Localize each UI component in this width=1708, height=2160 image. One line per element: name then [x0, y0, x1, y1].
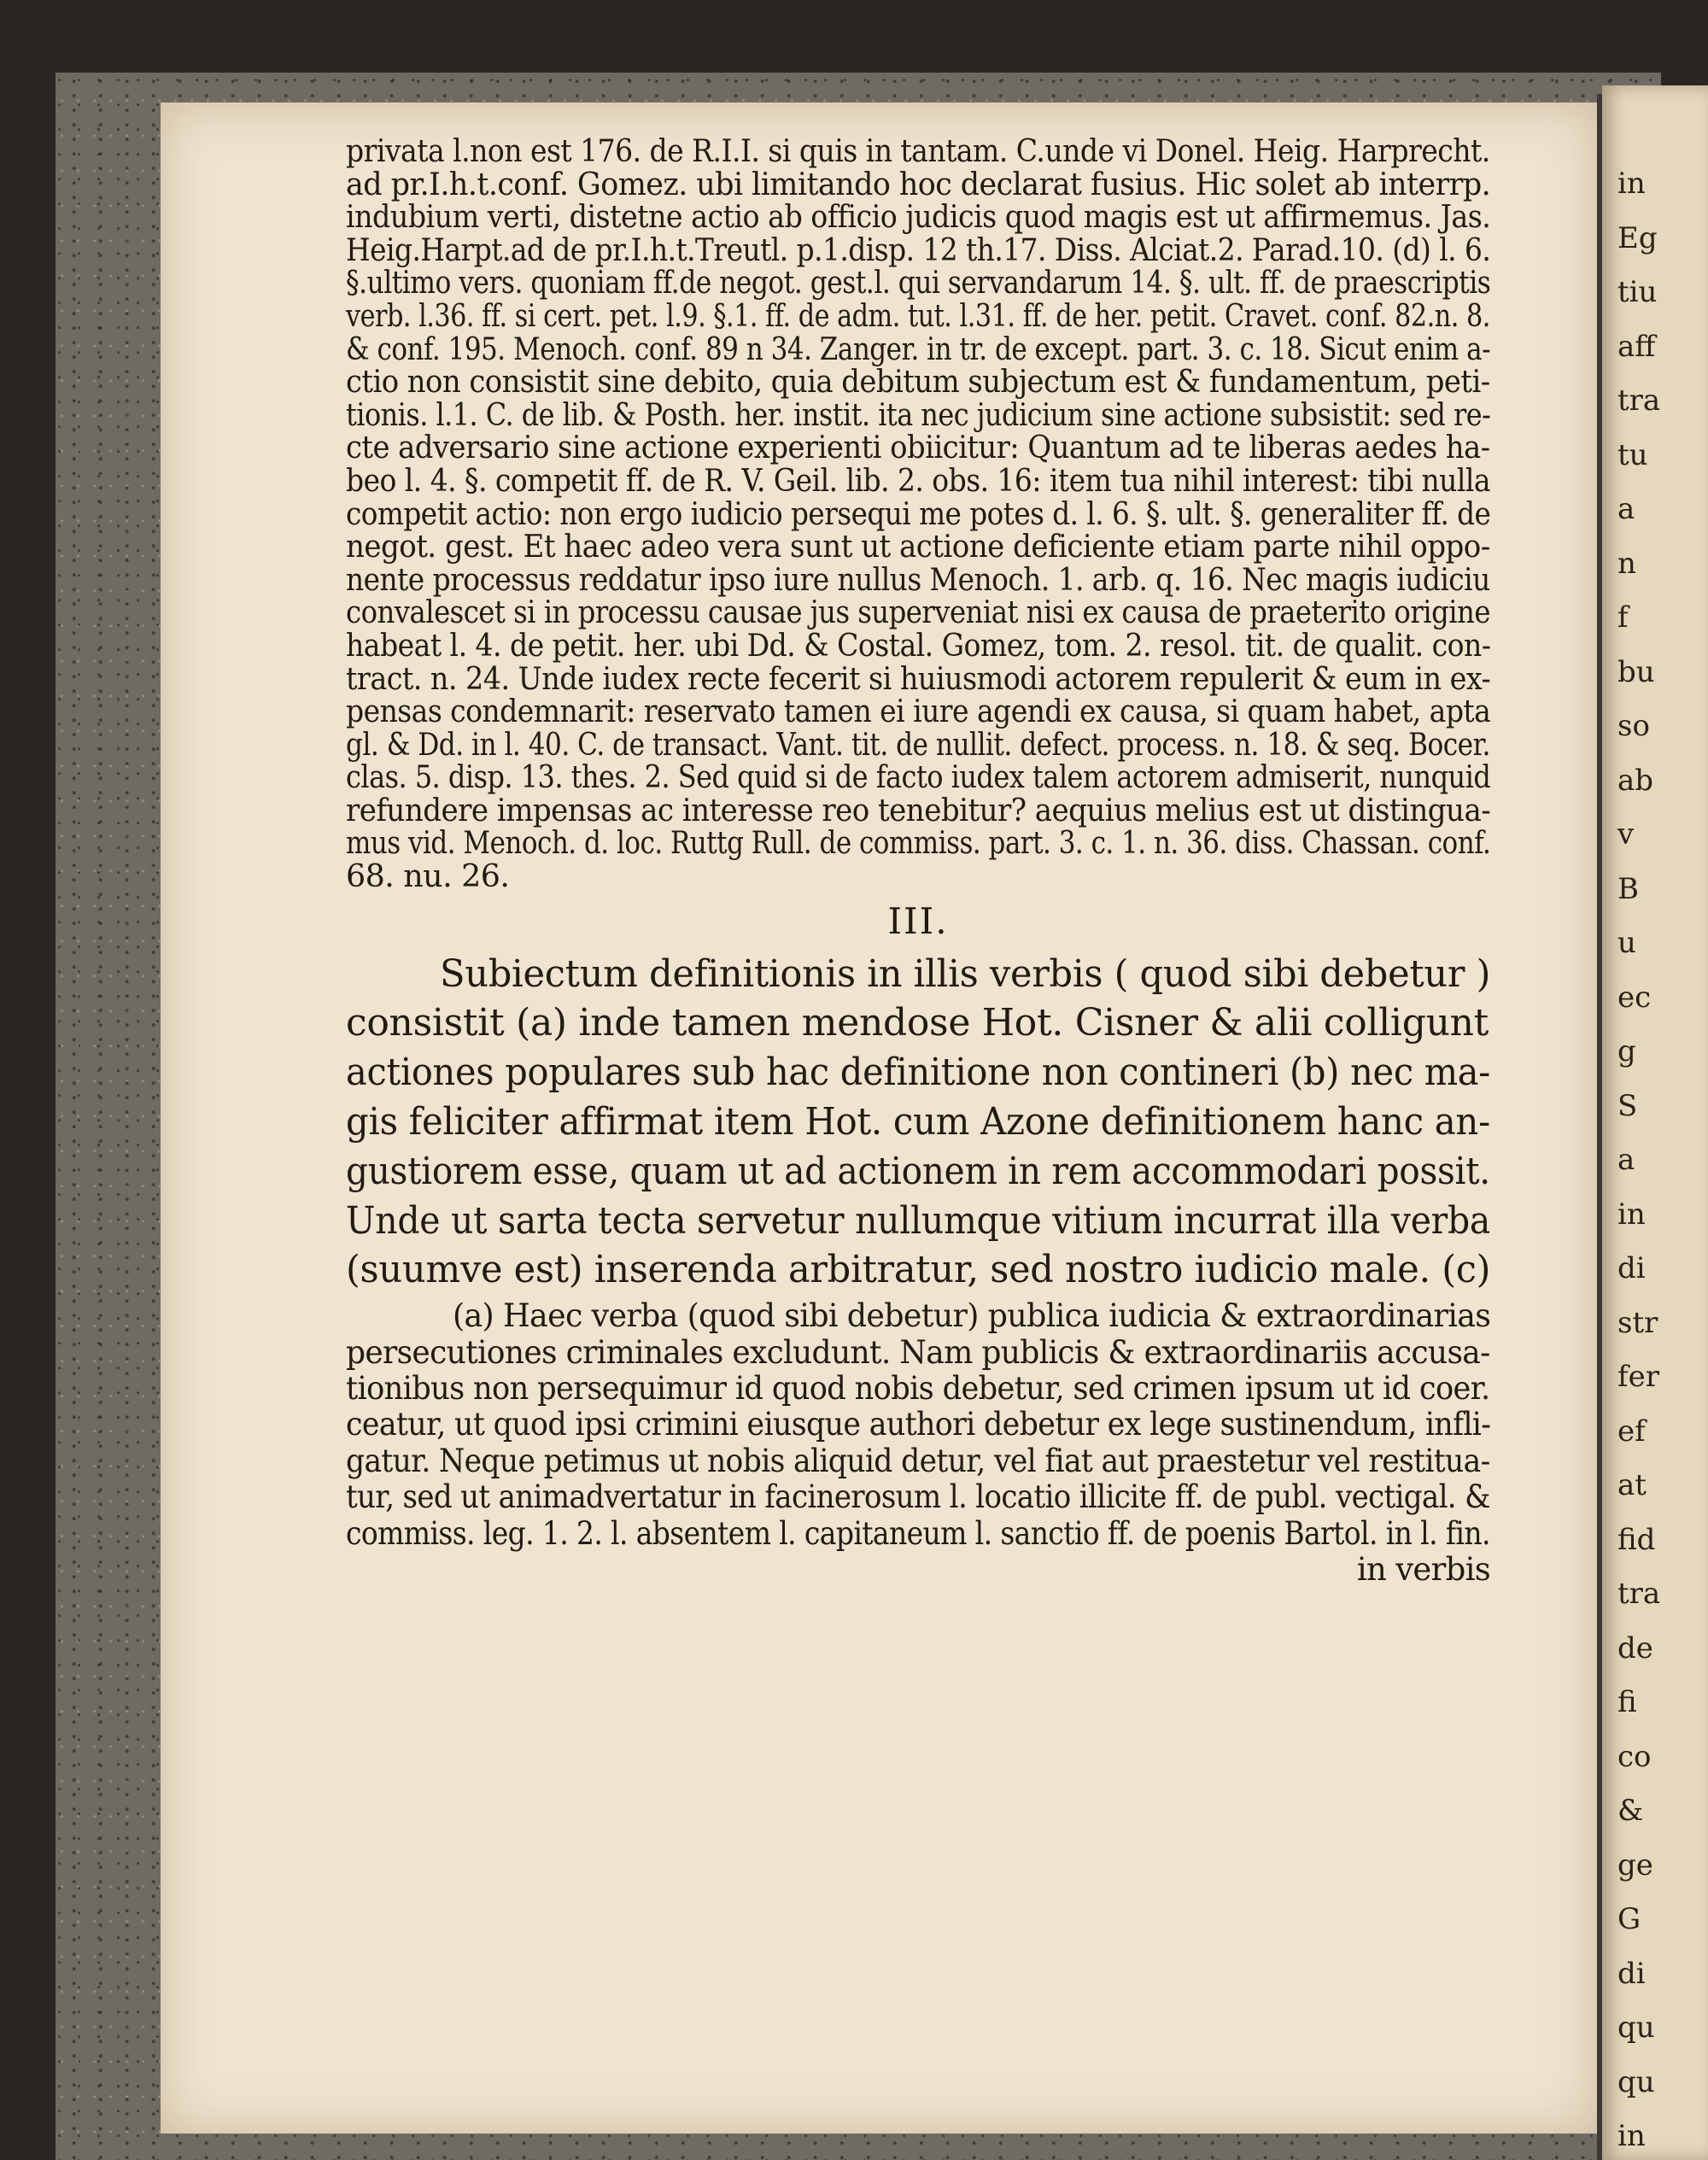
facing-page-fragment: at	[1617, 1468, 1647, 1502]
main-paragraph	[346, 950, 1490, 1296]
facing-page-fragment: fid	[1617, 1522, 1656, 1557]
facing-page-fragment: tu	[1617, 437, 1648, 472]
text-line: pensas condemnarit: reservato tamen ei iure agendi ex causa, si quam habet, apta	[346, 693, 1491, 730]
text-line: actiones populares sub hac definitione non contineri (b) nec ma-	[346, 1051, 1491, 1095]
footnote	[346, 1298, 1490, 1588]
text-line: gatur. Neque petimus ut nobis aliquid detur, vel fiat aut praestetur vel restitua-	[346, 1442, 1490, 1479]
facing-page-fragment: in	[1617, 2119, 1646, 2153]
text-line: (suumve est) inserenda arbitratur, sed nostro iudicio male. (c)	[346, 1248, 1491, 1292]
facing-page-fragment: ec	[1617, 980, 1652, 1015]
text-line: tionis. l.1. C. de lib. & Posth. her. instit. ita nec judicium sine actione subsistit: sed re-	[346, 395, 1491, 433]
facing-page-fragment: tra	[1617, 1577, 1661, 1611]
text-line: ceatur, ut quod ipsi crimini eiusque authori debetur ex lege sustinendum, infli-	[346, 1406, 1491, 1443]
text-line: & conf. 195. Menoch. conf. 89 n 34. Zanger. in tr. de except. part. 3. c. 18. Sicut enim a-	[346, 330, 1491, 367]
text-line: indubium verti, distetne actio ab officio judicis quod magis est ut affirmemus. Jas.	[346, 198, 1491, 236]
text-line: cte adversario sine actione experienti obiicitur: Quantum ad te liberas aedes ha-	[346, 429, 1490, 466]
facing-page-fragment: ef	[1617, 1414, 1646, 1449]
text-line: Subiectum definitionis in illis verbis ( quod sibi debetur )	[440, 951, 1491, 996]
text-line: (a) Haec verba (quod sibi debetur) publica iudicia & extraordinarias	[453, 1297, 1491, 1335]
facing-page-fragment: v	[1617, 817, 1635, 852]
facing-page-fragment: n	[1617, 546, 1636, 581]
text-line: gustiorem esse, quam ut ad actionem in rem accommodari possit.	[346, 1149, 1490, 1193]
facing-page-fragment: qu	[1617, 2011, 1655, 2045]
facing-page-fragment: f	[1617, 600, 1629, 635]
text-line: convalescet si in processu causae jus superveniat nisi ex causa de praeterito origine	[346, 594, 1490, 631]
facing-page-fragment: a	[1617, 1143, 1635, 1177]
text-line: ctio non consistit sine debito, quia debitum subjectum est & fundamentum, peti-	[346, 363, 1490, 401]
facing-page-fragment: in	[1617, 167, 1646, 201]
facing-page-fragment: S	[1617, 1088, 1638, 1123]
text-line: beo l. 4. §. competit ff. de R. V. Geil. lib. 2. obs. 16: item tua nihil interest: tibi nulla	[346, 461, 1491, 499]
facing-page-fragment: di	[1617, 1956, 1646, 1991]
text-line: mus vid. Menoch. d. loc. Ruttg Rull. de commiss. part. 3. c. 1. n. 36. diss. Chassan. conf.	[346, 824, 1491, 862]
facing-page-fragment: fi	[1617, 1685, 1637, 1719]
facing-page-fragment: co	[1617, 1739, 1652, 1774]
facing-page-fragment: ab	[1617, 763, 1654, 798]
text-line: gl. & Dd. in l. 40. C. de transact. Vant. tit. de nullit. defect. process. n. 18. & seq. Bocer.	[346, 725, 1490, 763]
text-line: verb. l.36. ff. si cert. pet. l.9. §.1. ff. de adm. tut. l.31. ff. de her. petit. Cravet. conf. 82.n. 8.	[346, 296, 1490, 334]
text-line: Heig.Harpt.ad de pr.I.h.t.Treutl. p.1.disp. 12 th.17. Diss. Alciat.2. Parad.10. (d) l. 6.	[346, 231, 1491, 268]
text-line: Unde ut sarta tecta servetur nullumque vitium incurrat illa verba	[346, 1198, 1491, 1243]
text-line: §.ultimo vers. quoniam ff.de negot. gest.l. qui servandarum 14. §. ult. ff. de praescriptis	[346, 264, 1491, 301]
facing-page-fragment: bu	[1617, 654, 1655, 689]
text-line: tract. n. 24. Unde iudex recte fecerit si huiusmodi actorem repulerit & eum in ex-	[346, 659, 1491, 697]
facing-page-fragment: B	[1617, 871, 1639, 906]
text-line: privata l.non est 176. de R.I.I. si quis in tantam. C.unde vi Donel. Heig. Harprecht.	[346, 132, 1490, 169]
catchword: in verbis	[1356, 1550, 1490, 1588]
facing-page-fragment: g	[1617, 1034, 1636, 1068]
text-line: nente processus reddatur ipso iure nullus Menoch. 1. arb. q. 16. Nec magis iudiciu	[346, 560, 1490, 598]
top-paragraph	[346, 132, 1491, 895]
text-line: tionibus non persequimur id quod nobis debetur, sed crimen ipsum ut id coer.	[346, 1370, 1490, 1408]
text-line: persecutiones criminales excludunt. Nam publicis & extraordinariis accusa-	[346, 1333, 1490, 1371]
facing-page-fragment: in	[1617, 1197, 1646, 1232]
facing-page-fragment: tra	[1617, 383, 1661, 418]
page-text	[346, 132, 1491, 1588]
facing-page-fragment: di	[1617, 1251, 1646, 1285]
text-line: commiss. leg. 1. 2. l. absentem l. capitaneum l. sanctio ff. de poenis Bartol. in l. fin.	[346, 1514, 1490, 1552]
facing-page-fragment: tiu	[1617, 275, 1658, 309]
text-line: consistit (a) inde tamen mendose Hot. Cisner & alii colligunt	[346, 1001, 1489, 1045]
facing-page-fragment: G	[1617, 1902, 1641, 1936]
text-line: tur, sed ut animadvertatur in facinerosum l. locatio illicite ff. de publ. vectigal. &	[346, 1478, 1490, 1516]
facing-page-fragment: de	[1617, 1630, 1653, 1665]
facing-page-edge	[1602, 85, 1708, 2160]
text-line: ad pr.I.h.t.conf. Gomez. ubi limitando hoc declarat fusius. Hic solet ab interrp.	[346, 165, 1491, 202]
facing-page-fragment: a	[1617, 492, 1635, 526]
text-line: refundere impensas ac interesse reo tenebitur? aequius melius est ut distingua-	[346, 791, 1491, 828]
facing-page-fragment: fer	[1617, 1360, 1659, 1394]
facing-page-fragment: str	[1617, 1305, 1658, 1340]
text-line: competit actio: non ergo iudicio persequi me potes d. l. 6. §. ult. §. generaliter ff. de	[346, 495, 1491, 532]
text-line: negot. gest. Et haec adeo vera sunt ut actione deficiente etiam parte nihil oppo-	[346, 528, 1490, 565]
text-line: gis feliciter affirmat item Hot. cum Azone definitionem hanc an-	[346, 1100, 1490, 1144]
text-line: 68. nu. 26.	[346, 858, 510, 895]
facing-page-fragment: qu	[1617, 2064, 1655, 2099]
facing-page-fragment: ge	[1617, 1847, 1653, 1882]
facing-page-fragment: so	[1617, 709, 1650, 743]
facing-page-fragment: aff	[1617, 329, 1656, 364]
facing-page-fragment: &	[1617, 1794, 1644, 1828]
facing-page-fragment: Eg	[1617, 220, 1658, 255]
text-line: habeat l. 4. de petit. her. ubi Dd. & Costal. Gomez, tom. 2. resol. tit. de qualit. con-	[346, 626, 1491, 664]
facing-page-fragment: u	[1617, 926, 1636, 960]
section-heading: III.	[887, 899, 949, 942]
text-line: clas. 5. disp. 13. thes. 2. Sed quid si de facto iudex talem actorem admiserit, nunquid	[346, 758, 1491, 796]
